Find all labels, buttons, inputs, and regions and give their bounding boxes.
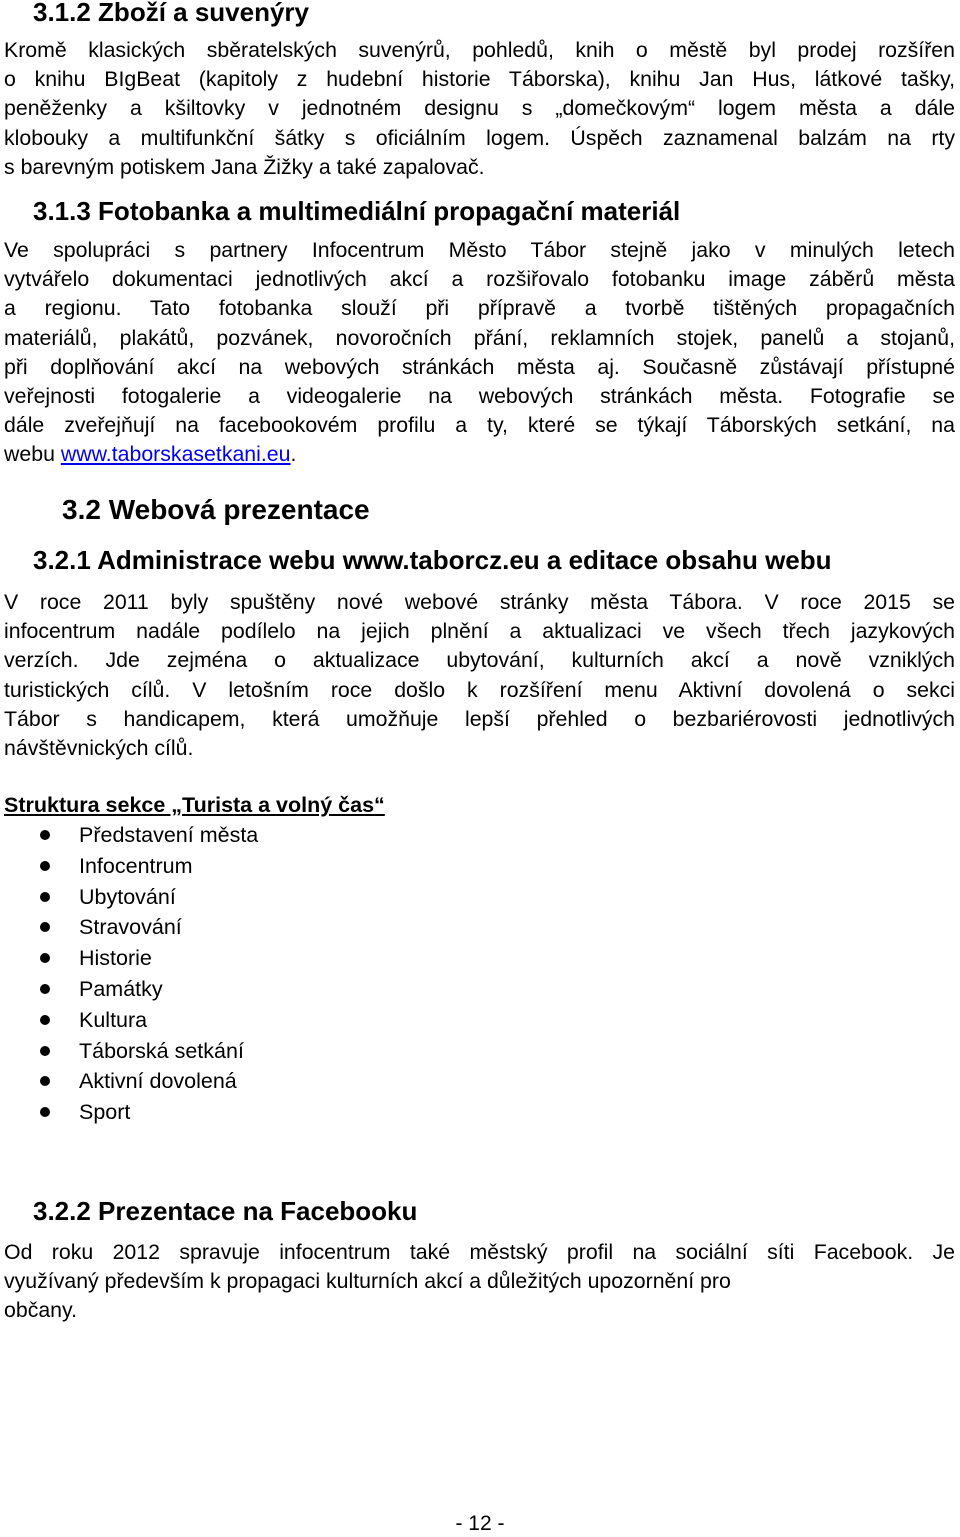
bullet-icon xyxy=(40,1107,50,1117)
text-line: o knihu BIgBeat (kapitoly z hudební historie Táborska), knihu Jan Hus, látkové tašky, xyxy=(4,67,955,92)
list-item xyxy=(0,912,258,943)
list-item xyxy=(0,974,258,1005)
paragraph-fotobanka xyxy=(4,236,955,470)
taborskasetkani-link[interactable]: www.taborskasetkani.eu xyxy=(60,442,291,467)
list-item-label: Historie xyxy=(79,946,152,971)
list-item xyxy=(0,882,258,913)
bullet-icon xyxy=(40,984,50,994)
paragraph-administrace xyxy=(4,588,955,763)
list-item-label: Ubytování xyxy=(79,884,176,909)
list-item xyxy=(0,1066,258,1097)
heading-3-2-1: 3.2.1 Administrace webu www.taborcz.eu a editace obsahu webu xyxy=(33,545,832,575)
list-item xyxy=(0,943,258,974)
list-item xyxy=(0,1097,258,1128)
list-item-label: Památky xyxy=(79,976,163,1001)
text-line: a regionu. Tato fotobanka slouží při přípravě a tvorbě tištěných propagačních xyxy=(4,296,955,321)
heading-3-2: 3.2 Webová prezentace xyxy=(62,494,370,525)
text-suffix: . xyxy=(290,442,297,467)
text-line: Od roku 2012 spravuje infocentrum také městský profil na sociální síti Facebook. Je xyxy=(4,1240,955,1264)
list-item-label: Sport xyxy=(79,1100,131,1125)
text-line: turistických cílů. V letošním roce došlo k rozšíření menu Aktivní dovolená o sekci xyxy=(4,677,955,702)
bullet-icon xyxy=(40,861,50,871)
text-prefix: webu xyxy=(4,442,61,467)
bullet-icon xyxy=(40,1046,50,1056)
structure-subheading: Struktura sekce „Turista a volný čas“ xyxy=(4,793,385,817)
text-line xyxy=(4,440,955,469)
text-line: verzích. Jde zejména o aktualizace ubytování, kulturních akcí a nově vzniklých xyxy=(4,648,955,673)
list-item xyxy=(0,851,258,882)
list-item xyxy=(0,1036,258,1067)
list-item-label: Stravování xyxy=(79,915,182,940)
text-line: infocentrum nadále podílelo na jejich plnění a aktualizaci ve všech třech jazykových xyxy=(4,619,955,644)
heading-3-1-3: 3.1.3 Fotobanka a multimediální propagační materiál xyxy=(33,196,681,226)
list-item-label: Aktivní dovolená xyxy=(79,1069,237,1094)
text-line: občany. xyxy=(4,1298,78,1323)
list-item-label: Infocentrum xyxy=(79,853,193,878)
list-item-label: Představení města xyxy=(79,823,259,847)
text-line: při doplňování akcí na webových stránkách města aj. Současně zůstávají přístupné xyxy=(4,354,955,379)
bullet-icon xyxy=(40,922,50,932)
bullet-icon xyxy=(40,892,50,902)
text-line: veřejnosti fotogalerie a videogalerie na webových stránkách města. Fotografie se xyxy=(4,384,955,409)
text-line: materiálů, plakátů, pozvánek, novoročních přání, reklamních stojek, panelů a stojanů, xyxy=(4,325,955,350)
text-line: návštěvnických cílů. xyxy=(4,736,194,761)
text-line: Ve spolupráci s partnery Infocentrum Město Tábor stejně jako v minulých letech xyxy=(4,238,955,262)
text-line: Tábor s handicapem, která umožňuje lepší přehled o bezbariérovosti jednotlivých xyxy=(4,706,955,731)
list-item xyxy=(0,820,258,851)
paragraph-facebook xyxy=(4,1238,955,1326)
heading-3-2-2: 3.2.2 Prezentace na Facebooku xyxy=(33,1196,418,1226)
list-item xyxy=(0,1005,258,1036)
heading-3-1-2: 3.1.2 Zboží a suvenýry xyxy=(33,0,310,27)
paragraph-zbozi xyxy=(4,36,955,182)
text-line: peněženky a kšiltovky v jednotném designu s „domečkovým“ logem města a dále xyxy=(4,96,955,121)
text-line: klobouky a multifunkční šátky s oficiálním logem. Úspěch zaznamenal balzám na rty xyxy=(4,125,955,150)
list-item-label: Kultura xyxy=(79,1007,148,1032)
bullet-icon xyxy=(40,953,50,963)
page-number: - 12 - xyxy=(455,1512,505,1535)
text-line: s barevným potiskem Jana Žižky a také zapalovač. xyxy=(4,154,485,179)
text-line: Kromě klasických sběratelských suvenýrů, pohledů, knih o městě byl prodej rozšířen xyxy=(4,38,955,62)
structure-list xyxy=(0,820,258,1128)
text-line: dále zveřejňují na facebookovém profilu a ty, které se týkají Táborských setkání, na xyxy=(4,413,955,438)
text-line: využívaný především k propagaci kulturních akcí a důležitých upozornění pro xyxy=(4,1269,731,1294)
bullet-icon xyxy=(40,1015,50,1025)
list-item-label: Táborská setkání xyxy=(79,1038,244,1063)
bullet-icon xyxy=(40,830,50,840)
text-line: vytvářelo dokumentaci jednotlivých akcí a rozšiřovalo fotobanku image záběrů města xyxy=(4,267,955,292)
bullet-icon xyxy=(40,1076,50,1086)
text-line: V roce 2011 byly spuštěny nové webové stránky města Tábora. V roce 2015 se xyxy=(4,590,955,614)
